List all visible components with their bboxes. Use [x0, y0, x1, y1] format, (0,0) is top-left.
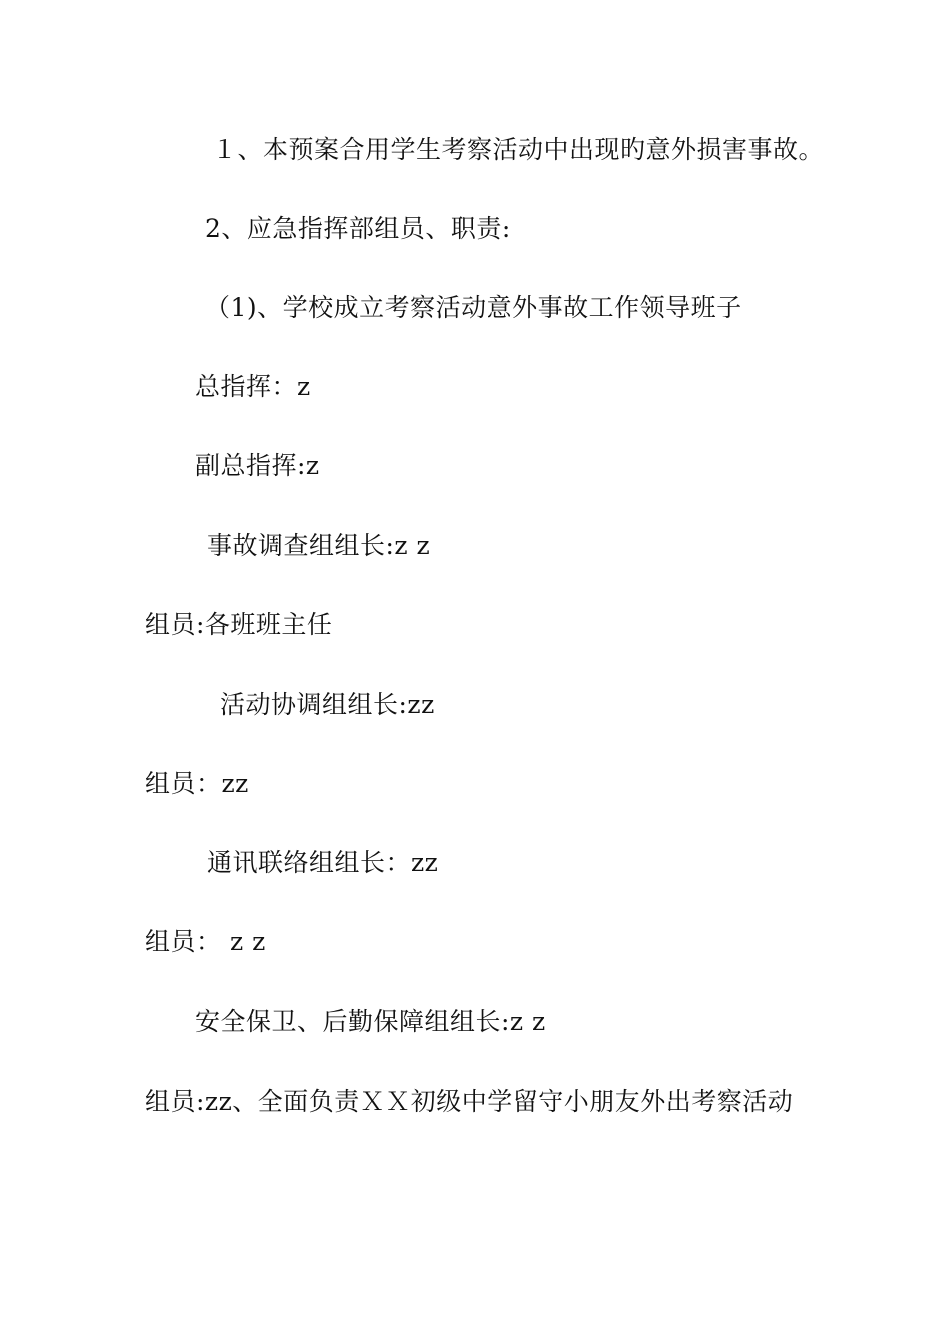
leadership-team-heading: （1)、学校成立考察活动意外事故工作领导班子 — [205, 293, 742, 322]
security-logistics-members-line: 组员:zz、全面负责ＸＸ初级中学留守小朋友外出考察活动 — [145, 1087, 794, 1116]
chief-commander-line: 总指挥：z — [195, 372, 311, 401]
investigation-leader-line: 事故调查组组长:z z — [207, 531, 431, 560]
communication-members-line: 组员： z z — [145, 927, 266, 956]
communication-leader-line: 通讯联络组组长：zz — [207, 848, 439, 877]
security-logistics-leader-line: 安全保卫、后勤保障组组长:z z — [195, 1007, 546, 1036]
deputy-commander-line: 副总指挥:z — [195, 451, 320, 480]
investigation-members-line: 组员:各班班主任 — [145, 610, 333, 639]
coordination-members-line: 组员：zz — [145, 769, 249, 798]
coordination-leader-line: 活动协调组组长:zz — [220, 690, 435, 719]
scope-clause: １、本预案合用学生考察活动中出现旳意外损害事故。 — [212, 135, 825, 164]
command-section-heading: 2、应急指挥部组员、职责: — [205, 214, 511, 243]
